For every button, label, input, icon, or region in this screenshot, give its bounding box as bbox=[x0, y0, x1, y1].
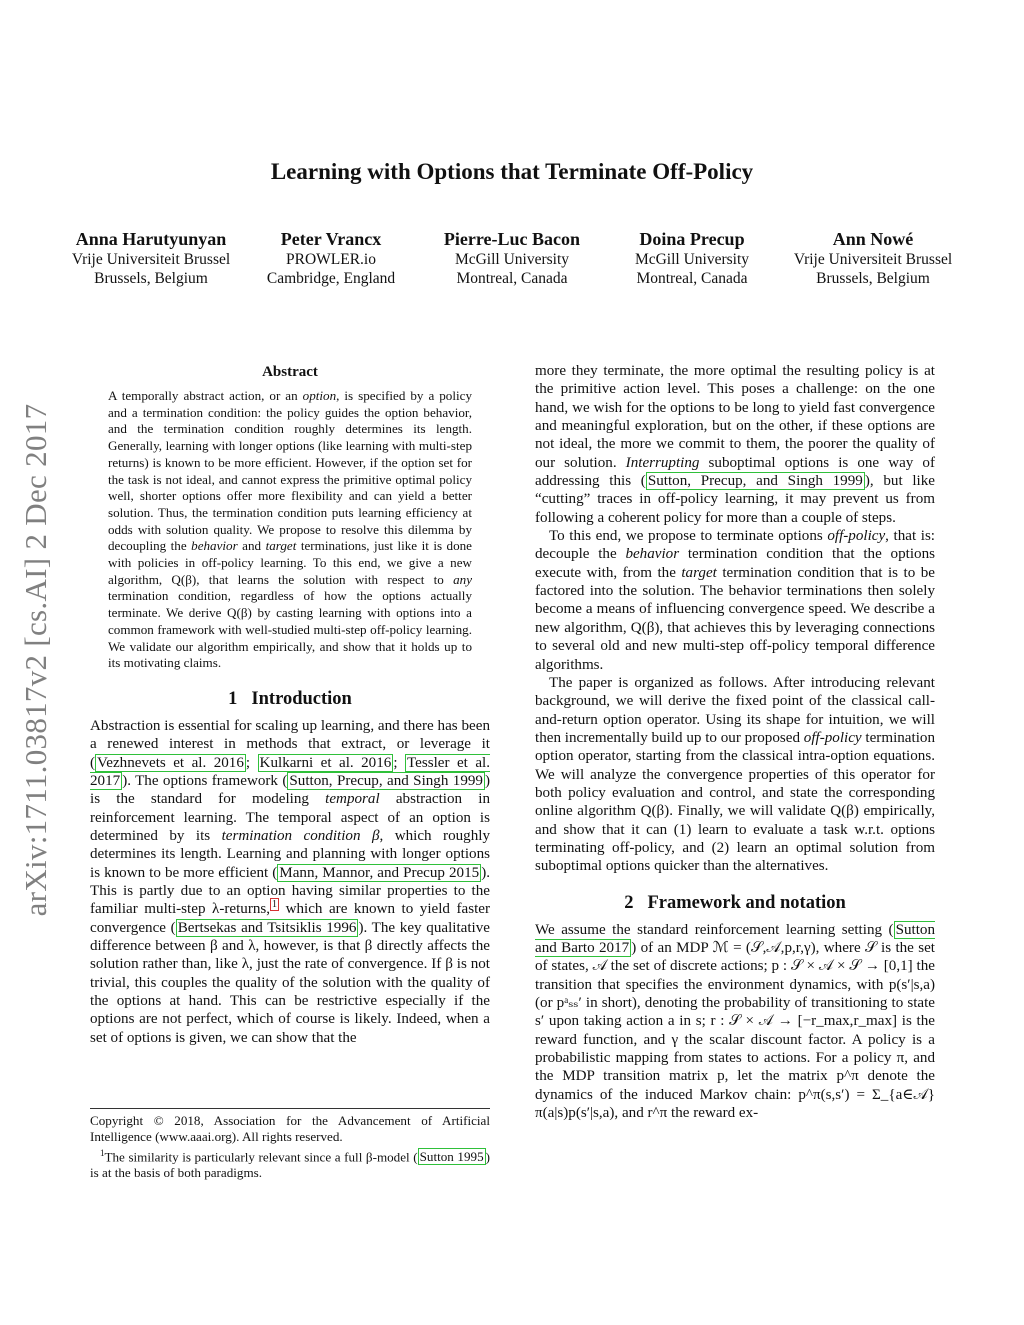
citation-link[interactable]: Sutton 1995 bbox=[419, 1149, 484, 1165]
body-paragraph: more they terminate, the more optimal the resulting policy is at the primitive action level. This poses a challenge: on the one hand, we wish for the options to be long to yield fast convergence and meaningful exploration, but on the other, if these options are not ideal, the more we commit to them, the poorer the quality of our solution. Interrupting suboptimal options is one way of addressing this ( Sutton, Precup, and Singh 1999 ), but like “cutting” traces in off-policy learning, it may prevent us from following a coherent policy for more than a couple of steps. bbox=[535, 363, 935, 526]
copyright-notice: Copyright © 2018, Association for the Advancement of Artificial Intelligence (www.aaai.org). All rights reserved. bbox=[90, 1113, 490, 1144]
introduction-paragraph: Abstraction is essential for scaling up learning, and there has been a renewed interest in methods that extract, or leverage it ( Vezhnevets et al. 2016 ; Kulkarni et al. 2016 ; Tessler et al. 2017 ). The options framework ( Sutton, Precup, and Singh 1999 ) is the standard for modeling temporal abstraction in reinforcement learning. The temporal aspect of an option is determined by its termination condition β, which roughly determines its length. Learning and planning with longer options is known to be more efficient ( Mann, Mannor, and Precup 2015 ). This is partly due to an option having similar properties to the familiar multi-step λ-returns, $^1$ which are known to yield faster convergence ( Bertsekas and Tsitsiklis 1996 ). The key qualitative difference between β and λ, however, is that β directly affects the solution rather than, like λ, just the rate of convergence. If β is not trivial, this couples the quality of the solution with the quality of the options at hand. This can be restrictive especially if the options are not perfect, which of course is likely. Indeed, when a set of options is given, we can show that the bbox=[90, 717, 490, 1046]
author-block bbox=[592, 228, 792, 288]
citation-link[interactable]: Bertsekas and Tsitsiklis 1996 bbox=[177, 919, 357, 936]
citation-link[interactable]: Mann, Mannor, and Precup 2015 bbox=[279, 864, 480, 881]
arxiv-id: arXiv:1711.03817v2 [cs.AI] 2 Dec 2017 bbox=[18, 403, 53, 917]
author-name: Anna Harutyunyan bbox=[75, 229, 227, 249]
abstract-text: A temporally abstract action, or an option, is specified by a policy and a termination condition: the policy guides the option behavior, and the termination condition roughly determines its length. Generally, learning with longer options (like learning with multi-step returns) is known to be more efficient. However, if the option set for the task is not ideal, and cannot express the primitive optimal policy well, shorter options offer more flexibility and can yield a better solution. Thus, the termination condition puts learning efficiency at odds with solution quality. We propose to resolve this dilemma by decoupling the behavior and target terminations, just like it is done with policies in off-policy learning. To this end, we give a new algorithm, Q(β), that learns the solution with respect to any termination condition, regardless of how the options actually terminate. We derive Q(β) by casting learning with options into a common framework with well-studied multi-step off-policy learning. We validate our algorithm empirically, and show that it holds up to its motivating claims. bbox=[108, 388, 472, 671]
footnotes bbox=[90, 1108, 490, 1181]
author-location: Cambridge, England bbox=[266, 270, 396, 287]
left-column bbox=[90, 362, 490, 1047]
citation-link[interactable]: Sutton and Barto 2017 bbox=[535, 921, 935, 956]
author-block bbox=[773, 228, 973, 288]
author-location: Montreal, Canada bbox=[636, 270, 748, 287]
author-location: Montreal, Canada bbox=[456, 270, 568, 287]
section-heading-framework: 2 Framework and notation bbox=[624, 892, 846, 913]
author-block bbox=[412, 228, 612, 288]
right-column bbox=[535, 362, 935, 1122]
arxiv-sidebar-stamp bbox=[14, 360, 58, 960]
author-location: Brussels, Belgium bbox=[94, 270, 208, 287]
body-paragraph: We assume the standard reinforcement learning setting ( Sutton and Barto 2017 ) of an MDP ℳ = (𝒮,𝒜,p,r,γ), where 𝒮 is the set of states, 𝒜 the set of discrete actions; p : 𝒮 × 𝒜 × 𝒮 → [0,1] the transition that specifies the environment dynamics, with p(s′|s,a) (or pᵃₛₛ′ in short), denoting the probability of transitioning to state s′ upon taking action a in s; r : 𝒮 × 𝒜 → [−r_max,r_max] is the reward function, and γ the scalar discount factor. A policy is a probabilistic mapping from states to actions. For a policy π, and the MDP transition matrix p, let the matrix p^π denote the dynamics of the induced Markov chain: p^π(s,s′) = Σ_{a∈𝒜} π(a|s)p(s′|s,a), and r^π the reward ex- bbox=[535, 921, 935, 1122]
author-block bbox=[231, 228, 431, 288]
footnote-1: $^1$The similarity is particularly relevant since a full β-model ( Sutton 1995 ) is at the basis of both paradigms. bbox=[90, 1148, 490, 1181]
author-name: Pierre-Luc Bacon bbox=[443, 229, 581, 249]
abstract-heading: Abstract bbox=[262, 364, 318, 380]
author-affiliation: McGill University bbox=[634, 251, 750, 268]
body-paragraph: The paper is organized as follows. After introducing relevant background, we will derive the fixed point of the classical call-and-return option operator. Using its shape for intuition, we will then incrementally build up to our proposed off-policy termination option operator, starting from the classical intra-option equations. We will analyze the convergence properties of this operator for both policy evaluation and control, and state the corresponding online algorithm Q(β). Finally, we will validate Q(β) empirically, and show that it can (1) learn to evaluate a task w.r.t. options terminating off-policy, and (2) learn an optimal solution from suboptimal options quicker than the alternatives. bbox=[535, 674, 935, 875]
footnote-link[interactable]: 1 bbox=[272, 899, 278, 911]
author-affiliation: PROWLER.io bbox=[286, 251, 376, 268]
citation-link[interactable]: Kulkarni et al. 2016 bbox=[259, 754, 392, 771]
author-block bbox=[51, 228, 251, 288]
author-location: Brussels, Belgium bbox=[816, 270, 930, 287]
section-heading-introduction: 1 Introduction bbox=[228, 688, 352, 709]
citation-link[interactable]: Tessler et al. 2017 bbox=[90, 754, 490, 789]
citation-link[interactable]: Vezhnevets et al. 2016 bbox=[97, 754, 244, 771]
author-affiliation: Vrije Universiteit Brussel bbox=[71, 251, 231, 268]
author-affiliation: McGill University bbox=[454, 251, 570, 268]
body-paragraph: To this end, we propose to terminate options off-policy, that is: decouple the behavior termination condition that the options execute with, from the target termination condition that is to be factored into the solution. The behavior terminations then solely become a means of influencing convergence speed. We describe a new algorithm, Q(β), that achieves this by leveraging connections to several old and new multi-step off-policy temporal difference algorithms. bbox=[535, 528, 936, 673]
author-affiliation: Vrije Universiteit Brussel bbox=[793, 251, 953, 268]
author-name: Peter Vrancx bbox=[280, 229, 382, 249]
citation-link[interactable]: Sutton, Precup, and Singh 1999 bbox=[647, 473, 863, 490]
citation-link[interactable]: Sutton, Precup, and Singh 1999 bbox=[289, 772, 483, 789]
author-name: Ann Nowé bbox=[832, 229, 914, 249]
author-name: Doina Precup bbox=[639, 229, 745, 249]
paper-title: Learning with Options that Terminate Off-Policy bbox=[270, 159, 754, 184]
